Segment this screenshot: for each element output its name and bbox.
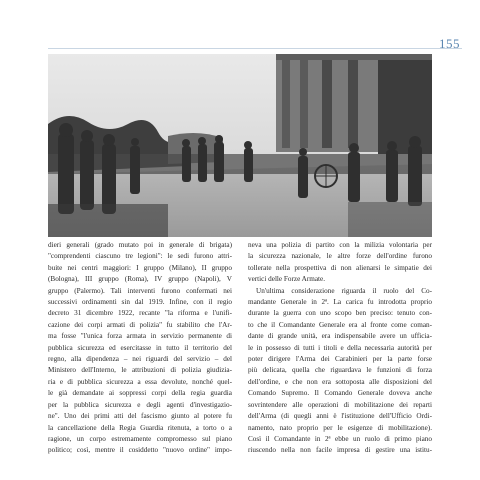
text-line: gruppo (Palermo). Tali interventi furono confermati nei — [48, 286, 232, 295]
text-line: namento, nato proprio per le esigenze di mobilitazione). — [248, 423, 432, 432]
text-line: ne". Uno dei primi atti del fascismo giunto al potere fu — [48, 412, 232, 421]
text-line: le già demandate ai soppressi corpi della regia guardia — [48, 389, 232, 398]
left-column — [48, 240, 232, 457]
text-line: pubblica sicurezza ed esercitasse in tutto il territorio del — [48, 343, 232, 352]
text-line: decreto 31 dicembre 1922, recante "la riforma e l'unifi- — [48, 309, 232, 318]
header-rule — [48, 48, 462, 49]
page-number: 155 — [439, 36, 460, 51]
text-line: ragione, un corpo estremamente compromesso sul piano — [48, 434, 232, 443]
text-line: sovrintendere alle operazioni di mobilitazione dei reparti — [248, 400, 432, 409]
text-line: le in possesso di tutti i titoli e della necessaria autorità per — [248, 343, 432, 352]
text-line: dieri generali (grado mutato poi in generale di brigata) — [48, 241, 232, 249]
text-line: per la pubblica sicurezza e degli agenti d'investigazio- — [48, 400, 232, 409]
text-line: ma fosse "l'unica forza armata in servizio permanente di — [48, 332, 232, 341]
text-line: la cancellazione della Regia Guardia ritenuta, a torto o a — [48, 423, 232, 432]
text-line: cazione dei corpi armati di polizia" fu stabilito che l'Ar- — [48, 320, 232, 329]
text-line: "comprendenti ciascuno tre legioni": le sedi furono attri- — [48, 252, 232, 261]
text-line: successivi ordinamenti sin dal 1919. Infine, con il regio — [48, 298, 232, 307]
text-line: tollerate nella prospettiva di non alienarsi le simpatie dei — [248, 263, 432, 272]
text-line: (Bologna), III gruppo (Roma), IV gruppo (Napoli), V — [48, 275, 232, 284]
text-line: Comando Supremo. Il Comando Generale doveva anche — [248, 389, 432, 398]
text-line: politico; così, mentre il cosiddetto "nuovo ordine" impo- — [48, 446, 232, 455]
text-line: la sicurezza nazionale, le altre forze dell'ordine furono — [248, 252, 432, 261]
text-line: più delicata, quella che riguardava le funzioni di forza — [248, 366, 432, 375]
body-text — [48, 240, 432, 457]
historical-photo — [48, 54, 432, 237]
text-line: dell'Arma (di quegli anni è l'istituzione dell'Ufficio Ordi- — [248, 412, 432, 421]
text-line: dell'ordine, e che non era sottoposta alle disposizioni del — [248, 377, 432, 386]
right-column — [248, 240, 432, 457]
text-line: Un'ultima considerazione riguarda il ruolo del Co- — [256, 286, 432, 295]
text-line: regno, alla dipendenza – nei riguardi del servizio – del — [48, 355, 232, 364]
text-line: ria e di pubblica sicurezza a essa devolute, nonché quel- — [48, 377, 232, 386]
text-line: Ministero dell'Interno, le attribuzioni di polizia giudizia- — [48, 366, 232, 375]
text-line: mandante Generale in 2ª. La carica fu introdotta proprio — [248, 298, 432, 307]
text-line: Così il Comandante in 2ª ebbe un ruolo di primo piano — [248, 434, 432, 443]
text-line: buite nei centri maggiori: I gruppo (Milano), II gruppo — [48, 263, 232, 272]
text-line: durante la guerra con uno scopo ben preciso: tenuto con- — [248, 309, 432, 318]
text-line: to che il Comandante Generale era al fronte come coman- — [248, 320, 432, 329]
text-line: vertici delle Forze Armate. — [248, 275, 326, 284]
text-line: riuscendo nella non facile impresa di gestire una istitu- — [248, 446, 432, 455]
text-line: poter dirigere l'Arma dei Carabinieri per la parte forse — [248, 355, 432, 364]
text-line: dante di grande unità, era indispensabile avere un ufficia- — [248, 332, 432, 341]
text-line: neva una polizia di partito con la milizia volontaria per — [248, 241, 432, 249]
